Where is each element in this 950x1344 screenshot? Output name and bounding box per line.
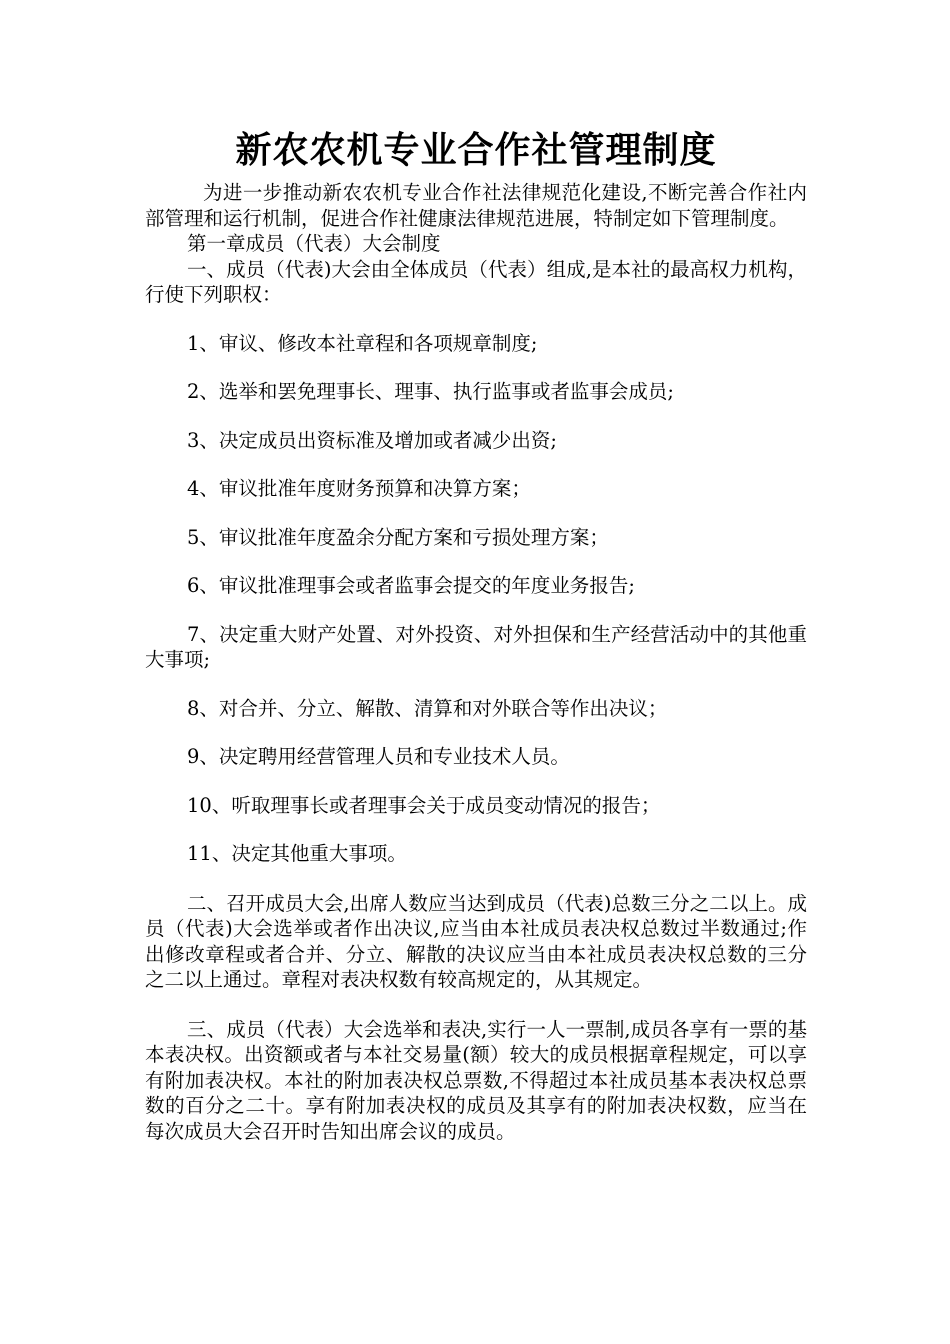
list-item: 9、决定聘用经营管理人员和专业技术人员。	[187, 745, 570, 768]
chapter-heading: 第一章成员（代表）大会制度	[187, 232, 441, 255]
section-three: 三、成员（代表）大会选举和表决,实行一人一票制,成员各享有一票的基本表决权。出资额或者与本社交易量(额）较大的成员根据章程规定，可以享有附加表决权。本社的附加表决权总票数,不得超过本社成员基本表决权总票数的百分之二十。享有附加表决权的成员及其享有的附加表决权数，应当在每次成员大会召开时告知出席会议的成员。	[145, 1017, 807, 1143]
list-item: 5、审议批准年度盈余分配方案和亏损处理方案；	[187, 525, 609, 549]
section-one: 一、成员（代表)大会由全体成员（代表）组成,是本社的最高权力机构，行使下列职权：	[145, 257, 807, 306]
list-item: 1、审议、修改本社章程和各项规章制度;	[187, 331, 538, 355]
list-item: 4、审议批准年度财务预算和决算方案；	[187, 477, 531, 500]
document-title: 新农农机专业合作社管理制度	[235, 129, 717, 171]
list-item: 7、决定重大财产处置、对外投资、对外担保和生产经营活动中的其他重大事项;	[145, 622, 807, 671]
list-item: 2、选举和罢免理事长、理事、执行监事或者监事会成员;	[187, 380, 674, 403]
document-page	[145, 122, 807, 1144]
list-item: 8、对合并、分立、解散、清算和对外联合等作出决议；	[187, 696, 668, 720]
section-two: 二、召开成员大会,出席人数应当达到成员（代表)总数三分之二以上。成员（代表)大会选举或者作出决议,应当由本社成员表决权总数过半数通过;作出修改章程或者合并、分立、解散的决议应当由本社成员表决权总数的三分之二以上通过。章程对表决权数有较高规定的，从其规定。	[145, 891, 807, 991]
list-item: 10、听取理事长或者理事会关于成员变动情况的报告；	[187, 793, 661, 817]
list-item: 3、决定成员出资标准及增加或者减少出资;	[187, 428, 557, 452]
intro-paragraph: 为进一步推动新农农机专业合作社法律规范化建设,不断完善合作社内部管理和运行机制，促进合作社健康法律规范进展，特制定如下管理制度。	[145, 181, 807, 230]
list-item: 11、决定其他重大事项。	[187, 842, 407, 865]
list-item: 6、审议批准理事会或者监事会提交的年度业务报告;	[187, 574, 635, 597]
